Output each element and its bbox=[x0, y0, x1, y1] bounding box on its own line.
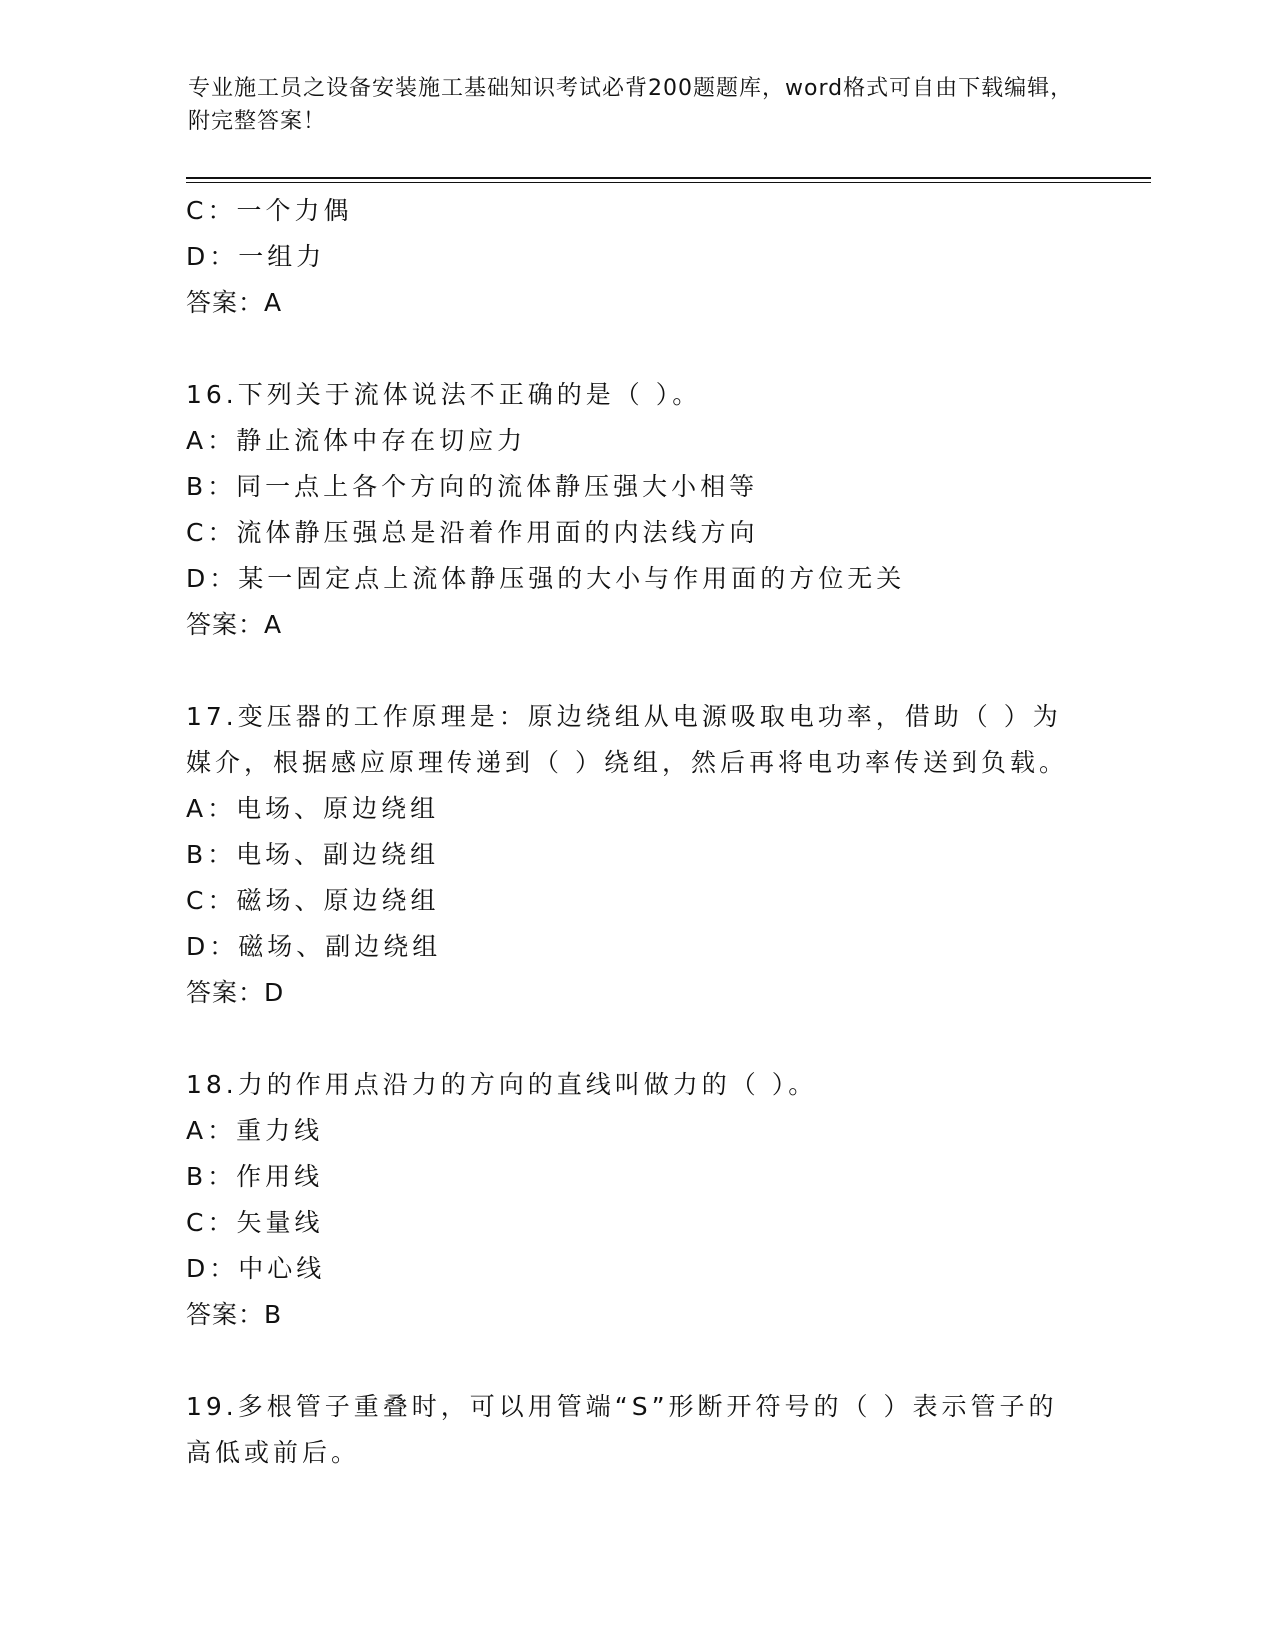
option-a: A：电场、原边绕组 bbox=[186, 794, 440, 823]
option-c: C：磁场、原边绕组 bbox=[186, 886, 440, 915]
option-c: C：流体静压强总是沿着作用面的内法线方向 bbox=[186, 518, 759, 547]
header-text: 专业施工员之设备安装施工基础知识考试必背200题题库，word格式可自由下载编辑，附完整答案！ bbox=[188, 76, 1074, 134]
question-stem: 16.下列关于流体说法不正确的是（ ）。 bbox=[186, 380, 702, 409]
header-divider-thin bbox=[186, 182, 1151, 183]
answer: 答案：D bbox=[186, 978, 285, 1007]
option-a: A：重力线 bbox=[186, 1116, 324, 1145]
spacer bbox=[186, 648, 1086, 694]
spacer bbox=[186, 1016, 1086, 1062]
option-d: D：中心线 bbox=[186, 1254, 326, 1283]
option-b: B：电场、副边绕组 bbox=[186, 840, 440, 869]
question-18 bbox=[186, 1062, 1086, 1338]
option-c: C：矢量线 bbox=[186, 1208, 324, 1237]
option-b: B：作用线 bbox=[186, 1162, 324, 1191]
question-stem-line-2: 媒介，根据感应原理传递到（ ）绕组，然后再将电功率传送到负载。 bbox=[186, 748, 1068, 777]
option-c: C：一个力偶 bbox=[186, 196, 353, 225]
question-19 bbox=[186, 1384, 1086, 1476]
answer: 答案：A bbox=[186, 288, 283, 317]
answer: 答案：A bbox=[186, 610, 283, 639]
option-a: A：静止流体中存在切应力 bbox=[186, 426, 527, 455]
option-b: B：同一点上各个方向的流体静压强大小相等 bbox=[186, 472, 759, 501]
question-stem-line-1: 19.多根管子重叠时，可以用管端“S”形断开符号的（ ）表示管子的 bbox=[186, 1392, 1058, 1421]
spacer bbox=[186, 326, 1086, 372]
question-16 bbox=[186, 372, 1086, 648]
question-stem-line-1: 17.变压器的工作原理是：原边绕组从电源吸取电功率，借助（ ）为 bbox=[186, 702, 1062, 731]
answer: 答案：B bbox=[186, 1300, 283, 1329]
header-divider-thick bbox=[186, 177, 1151, 179]
option-d: D：一组力 bbox=[186, 242, 326, 271]
option-d: D：磁场、副边绕组 bbox=[186, 932, 442, 961]
option-d: D：某一固定点上流体静压强的大小与作用面的方位无关 bbox=[186, 564, 906, 593]
question-15-tail bbox=[186, 188, 1086, 326]
spacer bbox=[186, 1338, 1086, 1384]
question-content bbox=[186, 188, 1086, 1476]
question-stem-line-2: 高低或前后。 bbox=[186, 1438, 361, 1467]
question-17 bbox=[186, 694, 1086, 1016]
question-stem: 18.力的作用点沿力的方向的直线叫做力的（ ）。 bbox=[186, 1070, 818, 1099]
page-header bbox=[188, 72, 1088, 138]
